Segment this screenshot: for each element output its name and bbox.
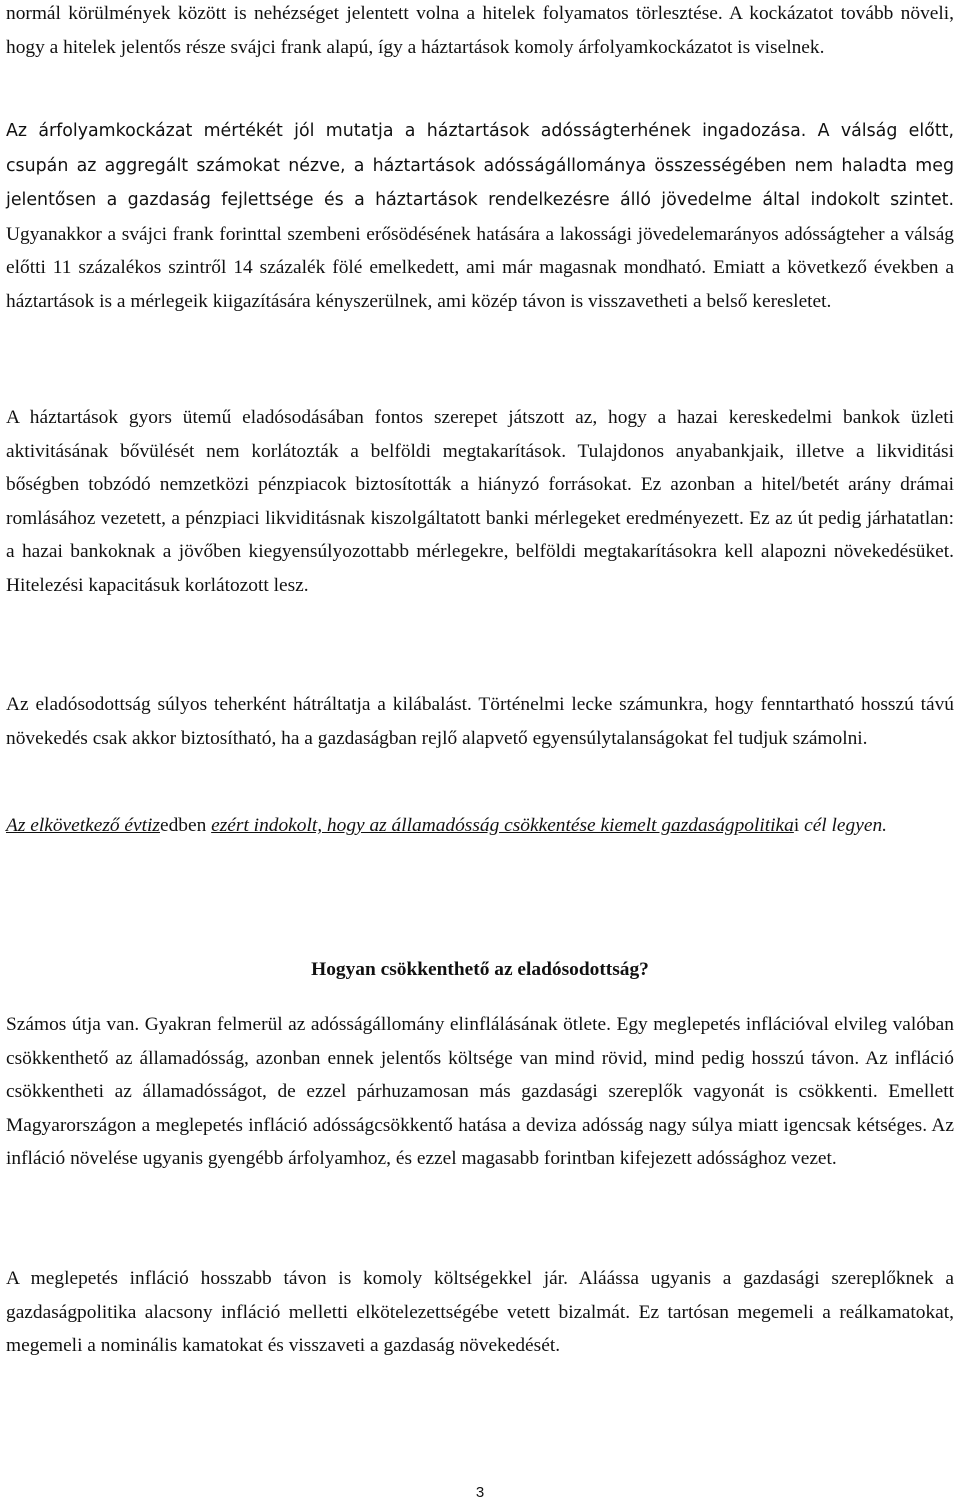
paragraph-text: A háztartások gyors ütemű eladósodásában fontos szerepet játszott az, hogy a hazai kereskedelmi bankok üzleti aktivitásának bővülését nem korlátozták a belföldi megtakarítások. Tulajdonos anyabankjaik, illetve a likviditási bőségben tobzódó nemzetközi pénzpiacok biztosították a hiányzó forrásokat. Ez azonban a hitel/betét arány drámai romlásához vezetett, a pénzpiaci likviditásnak kiszolgáltatott banki mérlegeket eredményezett. Ez az út pedig járhatatlan: a hazai bankoknak a jövőben kiegyensúlyozottabb mérlegekre, belföldi megtakarításokra kell alapozni növekedésüket. Hitelezési kapacitásuk korlátozott lesz. [6, 407, 954, 596]
paragraph-inflation [6, 1008, 954, 1176]
paragraph-inflation-costs [6, 1262, 954, 1363]
paragraph-indebtedness [6, 688, 954, 755]
paragraph-exchange-rate-risk [6, 114, 954, 319]
paragraph-text: A meglepetés infláció hosszabb távon is komoly költségekkel jár. Aláássa ugyanis a gazdasági szereplőknek a gazdaságpolitika alacsony infláció melletti elkötelezettségébe vetett bizalmát. Ez tartósan megemeli a reálkamatokat, megemeli a nominális kamatokat és visszaveti a gazdaság növekedését. [6, 1268, 954, 1357]
paragraph-text: Az eladósodottság súlyos teherként hátráltatja a kilábalást. Történelmi lecke számunkra, hogy fenntartható hosszú távú növekedés csak akkor biztosítható, ha a gazdaságban rejlő alapvető egyensúlytalanságokat fel tudjuk számolni. [6, 694, 954, 749]
plain-text: edben [159, 815, 212, 836]
emphasis-underlined: ezért indokolt, hogy az államadósság csökkentése kiemelt gazdaságpolitika [211, 815, 794, 836]
page-number: 3 [475, 1484, 485, 1501]
emphasis-underlined: Az elkövetkező évtiz [6, 815, 160, 836]
emphasis-italic: cél legyen. [804, 815, 887, 836]
paragraph-text: Ugyanakkor a svájci frank forinttal szembeni erősödésének hatására a lakossági jövedelemarányos adósságteher a válság előtti 11 százalékos szintről 14 százalék fölé emelkedett, ami már magasnak mondható. Emiatt a következő években a háztartások is a mérlegeik kiigazítására kényszerülnek, ami közép távon is visszavetheti a belső keresletet. [6, 223, 954, 312]
paragraph-household-loans [6, 0, 954, 64]
section-heading: Hogyan csökkenthető az eladósodottság? [311, 959, 649, 980]
paragraph-bank-lending [6, 401, 954, 603]
paragraph-text: normál körülmények között is nehézséget jelentett volna a hitelek folyamatos törlesztése. A kockázatot tovább növeli, hogy a hitelek jelentős része svájci frank alapú, így a háztartások komoly árfolyamkockázatot is viselnek. [6, 3, 954, 58]
paragraph-policy-goal [6, 809, 954, 843]
paragraph-text: Számos útja van. Gyakran felmerül az adósságállomány elinflálásának ötlete. Egy meglepetés inflációval elvileg valóban csökkenthető az államadósság, azonban ennek jelentős költsége van mind rövid, mind pedig hosszú távon. Az infláció csökkentheti az államadósságot, de ezzel párhuzamosan más gazdasági szereplők vagyonát is csökkenti. Emellett Magyarországon a meglepetés infláció adósságcsökkentő hatása a deviza adósság nagy súlya miatt igencsak kétséges. Az infláció növelése ugyanis gyengébb árfolyamhoz, és ezzel magasabb forintban kifejezett adóssághoz vezet. [6, 1014, 954, 1170]
paragraph-text-sans: Az árfolyamkockázat mértékét jól mutatja a háztartások adósságterhének ingadozása. A válság előtt, csupán az aggregált számokat nézve, a háztartások adósságállománya összességében nem haladta meg jelentősen a gazdaság fejlettsége és a háztartások rendelkezésre álló jövedelme által indokolt szintet. [6, 121, 954, 211]
plain-text: i [793, 815, 805, 836]
